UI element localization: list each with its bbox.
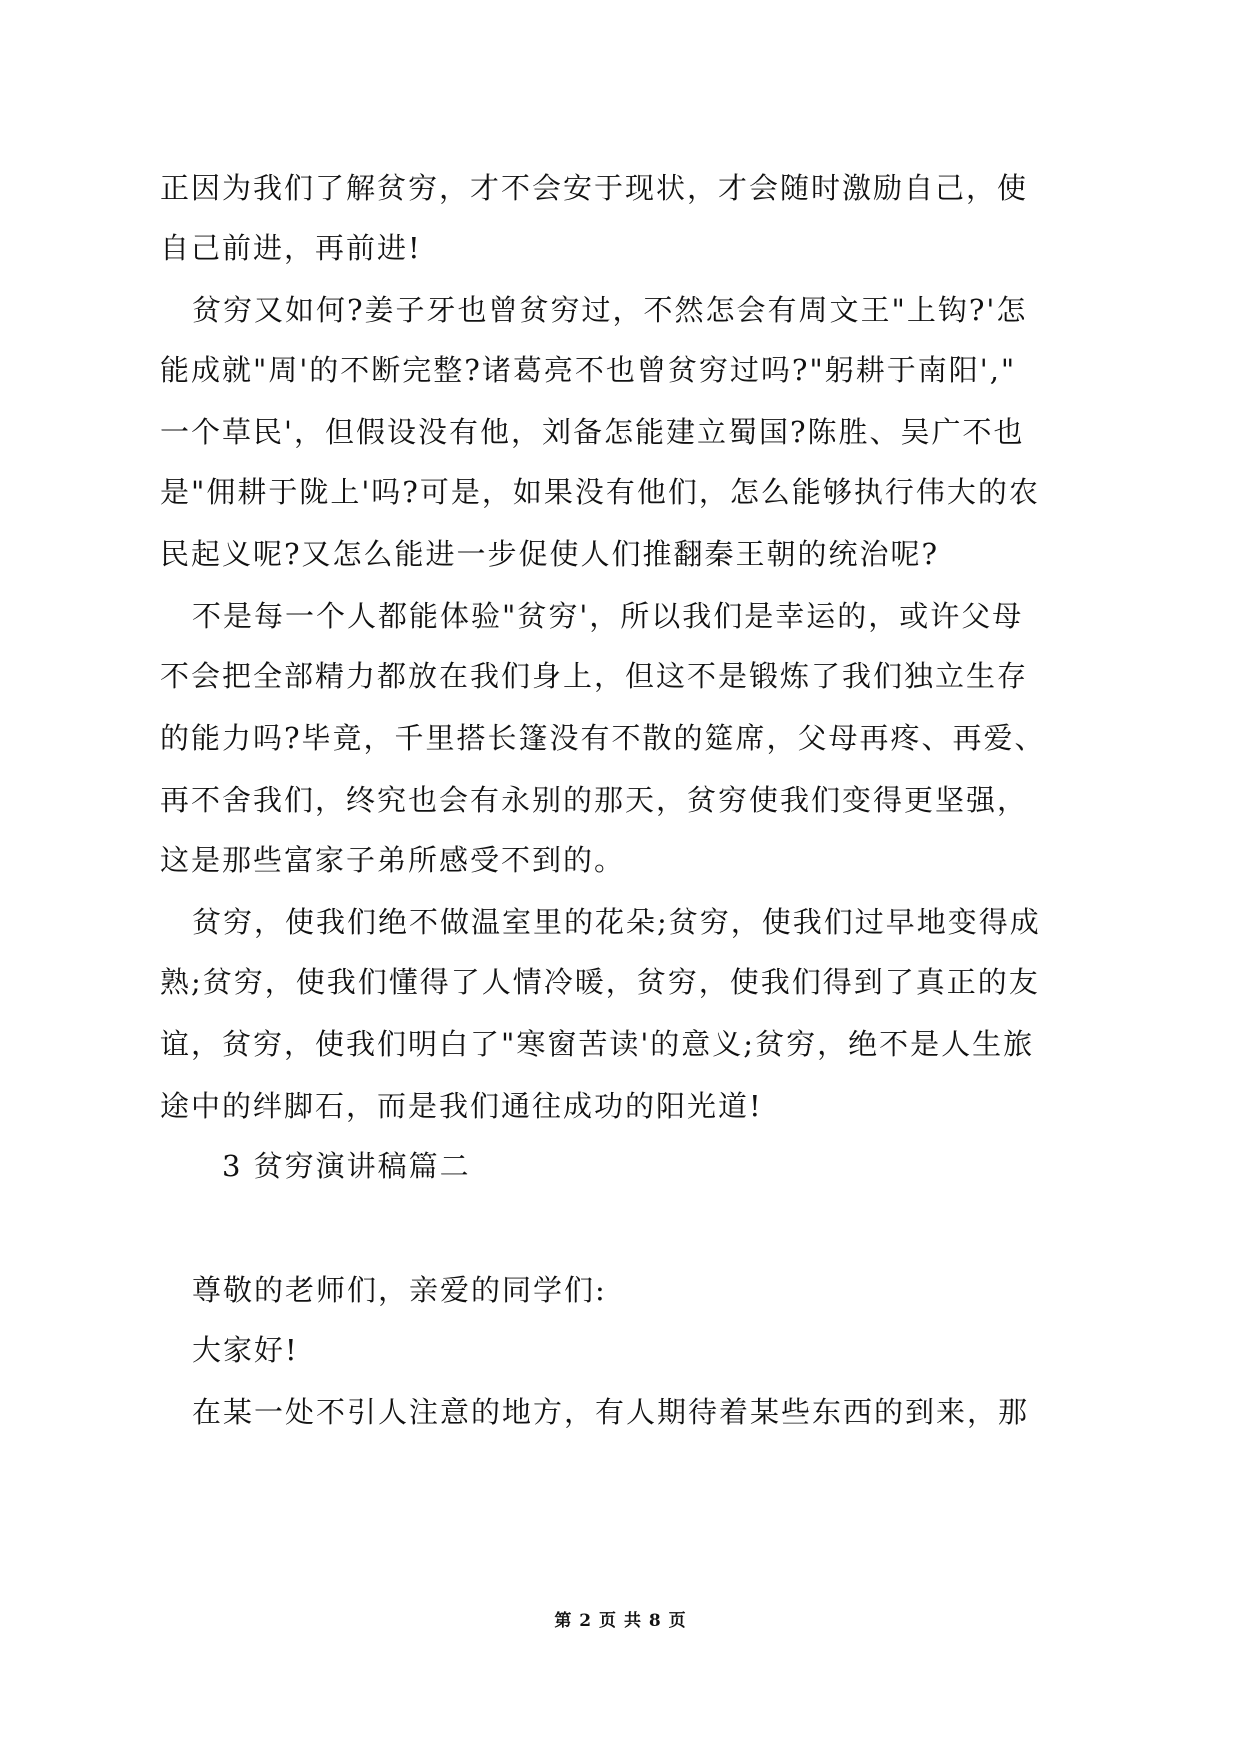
- text-line: 熟;贫穷，使我们懂得了人情冷暖，贫穷，使我们得到了真正的友: [160, 965, 1040, 999]
- text-line: 正因为我们了解贫穷，才不会安于现状，才会随时激励自己，使: [160, 171, 1029, 205]
- text-line: 不是每一个人都能体验"贫穷'，所以我们是幸运的，或许父母: [192, 599, 1024, 633]
- text-line: 能成就"周'的不断完整?诸葛亮不也曾贫穷过吗?"躬耕于南阳',": [160, 353, 1017, 387]
- text-line: 自己前进，再前进!: [160, 231, 422, 265]
- text-line: 的能力吗?毕竟，千里搭长篷没有不散的筵席，父母再疼、再爱、: [160, 721, 1046, 755]
- text-line: 民起义呢?又怎么能进一步促使人们推翻秦王朝的统治呢?: [160, 537, 940, 571]
- text-line: 再不舍我们，终究也会有永别的那天，贫穷使我们变得更坚强，: [160, 783, 1029, 817]
- text-line: 一个草民'，但假设没有他，刘备怎能建立蜀国?陈胜、吴广不也: [160, 415, 1025, 449]
- text-line: 贫穷，使我们绝不做温室里的花朵;贫穷，使我们过早地变得成: [192, 905, 1041, 939]
- text-line: 是"佣耕于陇上'吗?可是，如果没有他们，怎么能够执行伟大的农: [160, 475, 1040, 509]
- text-line: 途中的绊脚石，而是我们通往成功的阳光道!: [160, 1089, 763, 1123]
- text-line: 不会把全部精力都放在我们身上，但这不是锻炼了我们独立生存: [160, 659, 1029, 693]
- page-number-footer: 第 2 页 共 8 页: [554, 1611, 687, 1631]
- text-line: 这是那些富家子弟所感受不到的。: [160, 843, 626, 877]
- greeting: 大家好!: [192, 1333, 299, 1367]
- text-line: 谊，贫穷，使我们明白了"寒窗苦读'的意义;贫穷，绝不是人生旅: [160, 1027, 1035, 1061]
- text-line: 在某一处不引人注意的地方，有人期待着某些东西的到来，那: [192, 1395, 1030, 1429]
- section-heading: 3 贫穷演讲稿篇二: [222, 1149, 471, 1183]
- text-line: 贫穷又如何?姜子牙也曾贫穷过，不然怎会有周文王"上钩?'怎: [192, 293, 1028, 327]
- salutation: 尊敬的老师们，亲爱的同学们:: [192, 1273, 607, 1307]
